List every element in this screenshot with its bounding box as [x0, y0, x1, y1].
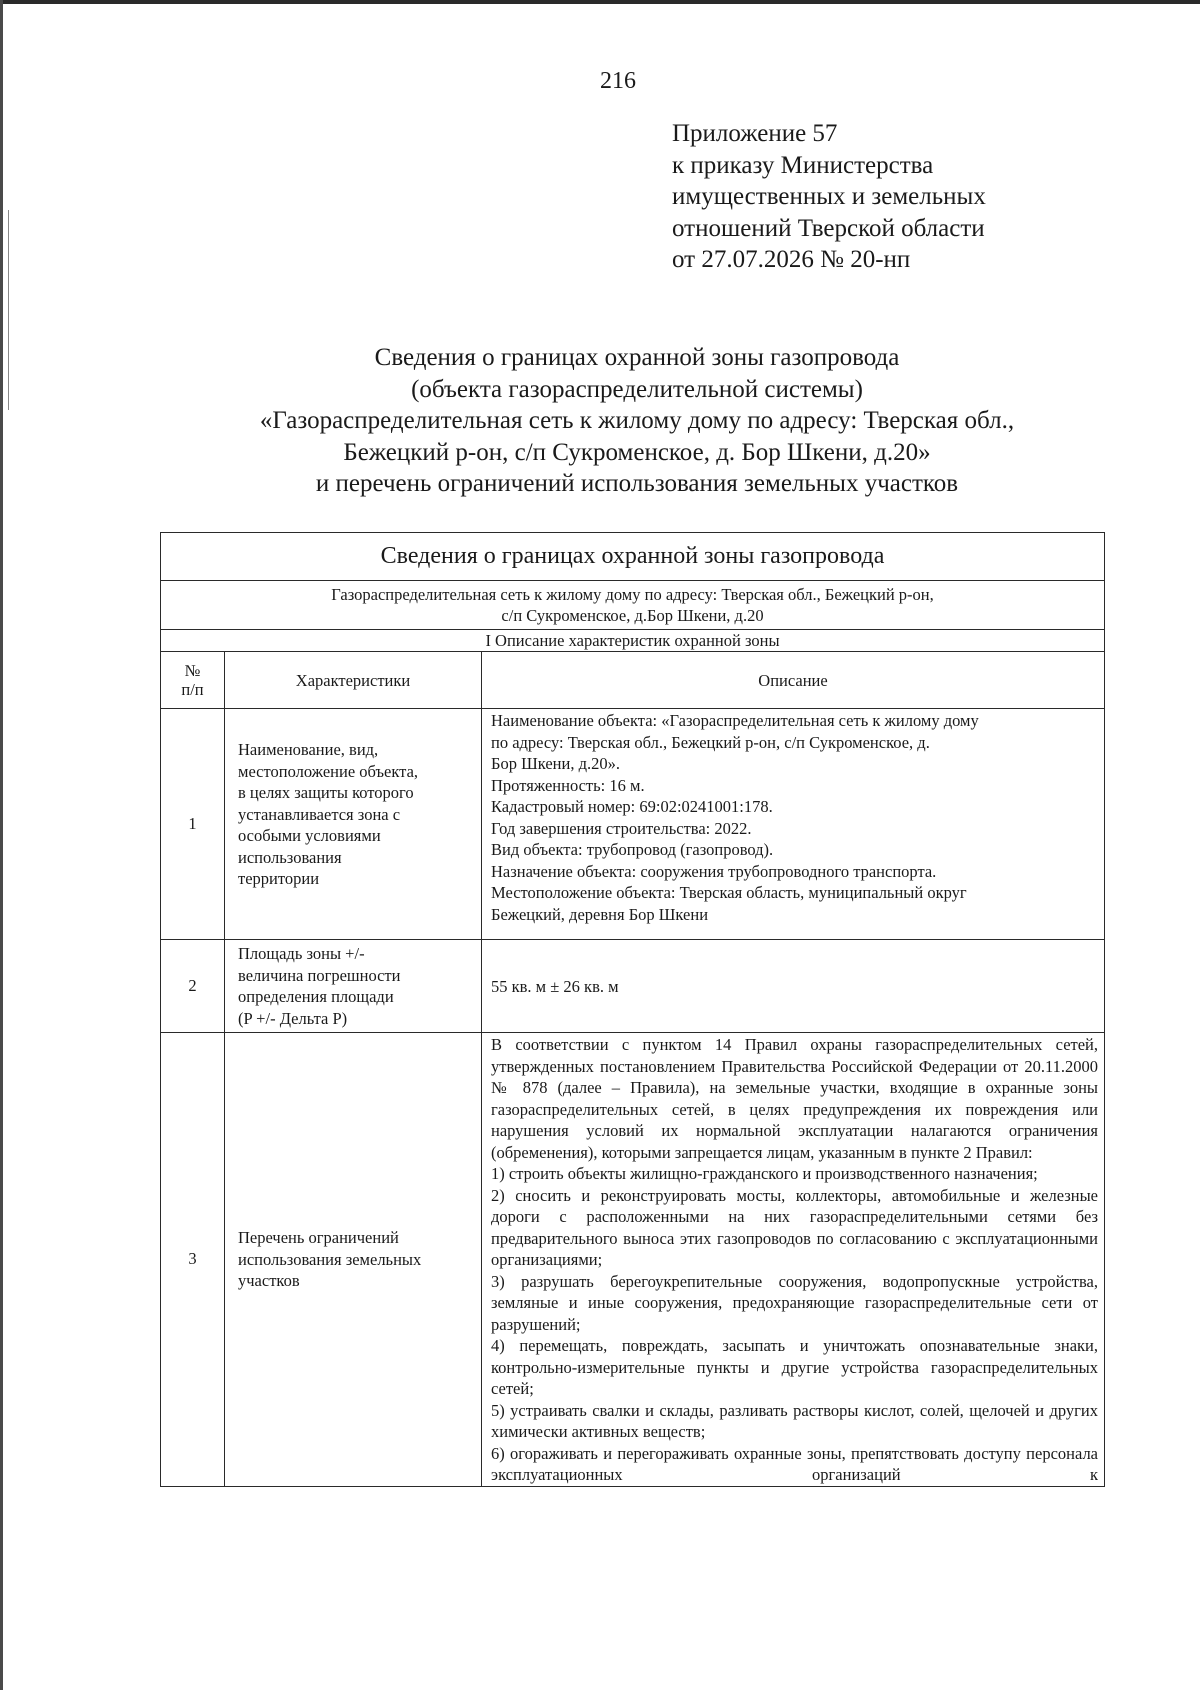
object-name-line: с/п Сукроменское, д.Бор Шкени, д.20	[501, 606, 764, 625]
desc-paragraph: 1) строить объекты жилищно-гражданского и производственного назначения;	[491, 1164, 1038, 1183]
desc-line: Бор Шкени, д.20».	[491, 754, 620, 773]
section-row	[161, 630, 1105, 652]
desc-line: по адресу: Тверская обл., Бежецкий р-он, с/п Сукроменское, д.	[491, 732, 930, 752]
appendix-line: от 27.07.2026 № 20-нп	[672, 246, 911, 273]
column-header-row	[161, 652, 1105, 709]
char-line: участков	[238, 1271, 300, 1290]
row-number: 2	[161, 940, 225, 1033]
char-line: использования земельных	[238, 1249, 422, 1269]
desc-paragraph: 2) сносить и реконструировать мосты, коллекторы, автомобильные и железные дороги с расположенными на них газораспределительными сетями без предварительного выноса этих газопроводов по согласованию с эксплуатационными организациями;	[491, 1185, 1099, 1269]
char-line: территории	[238, 869, 320, 888]
desc-paragraph: 3) разрушать берегоукрепительные сооружения, водопропускные устройства, земляные и иные сооружения, предохраняющие газораспределительные сети от разрушений;	[491, 1271, 1099, 1334]
section-title: I Описание характеристик охранной зоны	[161, 630, 1105, 652]
desc-line: Протяженность: 16 м.	[491, 775, 645, 795]
desc-line: Год завершения строительства: 2022.	[491, 818, 752, 838]
appendix-line: отношений Тверской области	[672, 214, 985, 242]
col-number-abbr: п/п	[181, 680, 204, 699]
appendix-line: имущественных и земельных	[672, 183, 986, 210]
char-line: (P +/- Дельта P)	[238, 1008, 348, 1028]
row-description	[482, 709, 1105, 940]
char-line: определения площади	[238, 987, 394, 1006]
object-name-cell	[161, 581, 1105, 630]
appendix-line: Приложение 57	[672, 120, 838, 147]
char-line: устанавливается зона с	[238, 804, 401, 824]
char-line: Площадь зоны +/-	[238, 944, 365, 963]
row-characteristic	[225, 940, 482, 1033]
row-number: 1	[161, 709, 225, 940]
col-header-characteristics: Характеристики	[225, 652, 482, 709]
scan-top-edge	[0, 0, 1200, 4]
appendix-line: к приказу Министерства	[672, 151, 934, 179]
title-line: «Газораспределительная сеть к жилому дому по адресу: Тверская обл.,	[259, 407, 1015, 434]
title-line: Бежецкий р-он, с/п Сукроменское, д. Бор Шкени, д.20»	[343, 438, 931, 466]
table-row	[161, 940, 1105, 1033]
desc-paragraph: В соответствии с пунктом 14 Правил охраны газораспределительных сетей, утвержденных постановлением Правительства Российской Федерации от 20.11.2000 № 878 (далее – Правила), на земельные участки, входящие в охранные зоны газораспределительных сетей, в целях предупреждения их повреждения или нарушения условий их нормальной эксплуатации налагаются ограничения (обременения), которыми запрещается лицам, указанным в пункте 2 Правил:	[491, 1035, 1099, 1162]
page-number: 216	[600, 68, 636, 94]
appendix-block	[672, 118, 986, 276]
char-line: Перечень ограничений	[238, 1228, 399, 1247]
desc-line: Бежецкий, деревня Бор Шкени	[491, 904, 709, 924]
desc-paragraph: 6) огораживать и перегораживать охранные зоны, препятствовать доступу персонала эксплуатационных организаций к	[491, 1443, 1099, 1484]
title-line: Сведения о границах охранной зоны газопровода	[374, 344, 900, 371]
title-line: (объекта газораспределительной системы)	[411, 375, 863, 403]
char-line: в целях защиты которого	[238, 783, 414, 802]
char-line: местоположение объекта,	[238, 761, 419, 781]
table-heading-row	[161, 533, 1105, 581]
title-line: и перечень ограничений использования земельных участков	[315, 470, 959, 497]
col-number-symbol: №	[184, 661, 201, 680]
char-line: особыми условиями	[238, 826, 381, 845]
table-row	[161, 1033, 1105, 1487]
row-description	[482, 940, 1105, 1033]
table-row	[161, 709, 1105, 940]
char-line: использования	[238, 847, 342, 867]
row-description	[482, 1033, 1105, 1487]
row-number: 3	[161, 1033, 225, 1487]
desc-line: 55 кв. м ± 26 кв. м	[491, 976, 619, 996]
desc-line: Назначение объекта: сооружения трубопроводного транспорта.	[491, 861, 937, 881]
zone-info-table	[160, 532, 1105, 1487]
desc-line: Кадастровый номер: 69:02:0241001:178.	[491, 797, 773, 816]
object-row	[161, 581, 1105, 630]
document-title	[0, 342, 1200, 500]
char-line: Наименование, вид,	[238, 740, 379, 759]
scan-left-edge	[0, 0, 3, 1690]
row-characteristic	[225, 709, 482, 940]
desc-line: Вид объекта: трубопровод (газопровод).	[491, 840, 774, 859]
row-characteristic	[225, 1033, 482, 1487]
desc-line: Местоположение объекта: Тверская область, муниципальный округ	[491, 883, 967, 902]
col-header-number	[161, 652, 225, 709]
desc-paragraph: 4) перемещать, повреждать, засыпать и уничтожать опознавательные знаки, контрольно-измерительные пункты и другие устройства газораспределительных сетей;	[491, 1336, 1099, 1398]
col-header-description: Описание	[482, 652, 1105, 709]
desc-line: Наименование объекта: «Газораспределительная сеть к жилому дому	[491, 711, 979, 730]
desc-paragraph: 5) устраивать свалки и склады, разливать растворы кислот, солей, щелочей и других химически активных веществ;	[491, 1400, 1099, 1441]
table-heading: Сведения о границах охранной зоны газопровода	[161, 533, 1105, 581]
char-line: величина погрешности	[238, 965, 401, 985]
object-name-line: Газораспределительная сеть к жилому дому по адресу: Тверская обл., Бежецкий р-он,	[331, 585, 934, 604]
